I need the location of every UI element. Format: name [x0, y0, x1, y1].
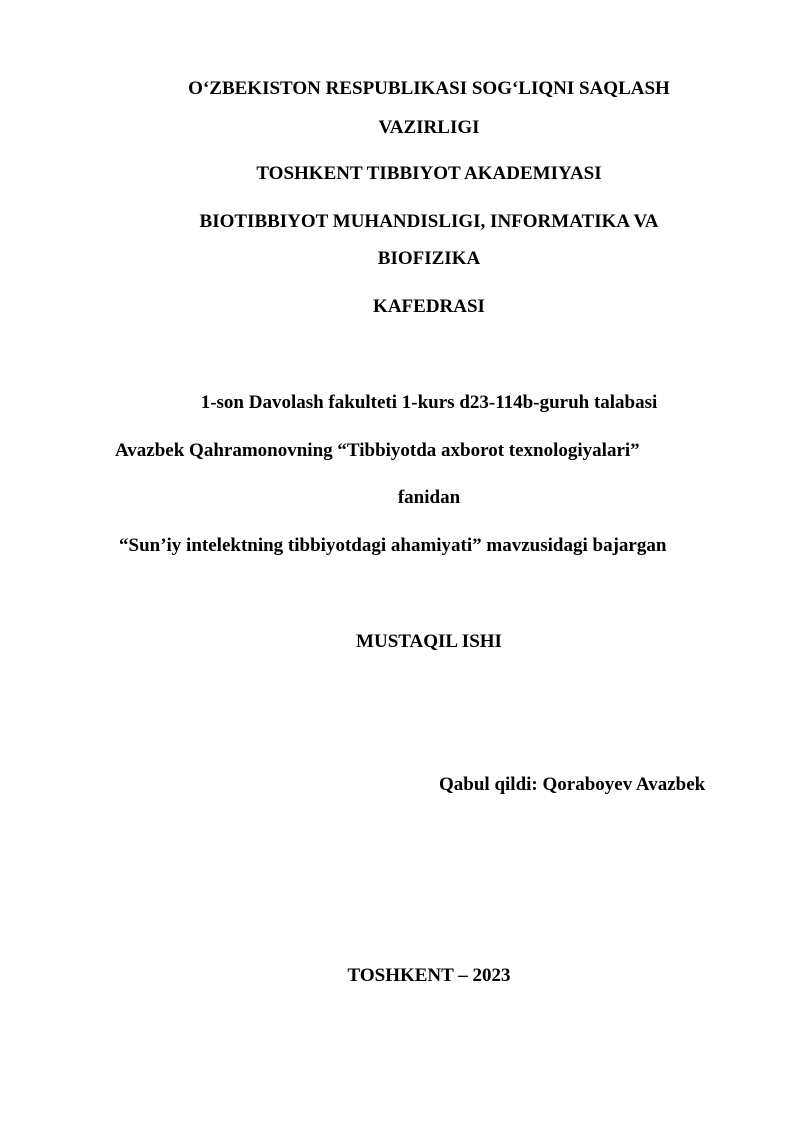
- ministry-title-line1: O‘ZBEKISTON RESPUBLIKASI SOG‘LIQNI SAQLASH: [188, 78, 670, 99]
- city-year: TOSHKENT – 2023: [347, 965, 511, 986]
- student-description-line4: “Sun’iy intelektning tibbiyotdagi ahamiyati” mavzusidagi bajargan: [119, 535, 667, 556]
- department-title-line3: KAFEDRASI: [373, 296, 485, 317]
- academy-title: TOSHKENT TIBBIYOT AKADEMIYASI: [256, 163, 602, 184]
- work-title: MUSTAQIL ISHI: [356, 631, 502, 652]
- student-description-line2: Avazbek Qahramonovning “Tibbiyotda axborot texnologiyalari”: [115, 440, 640, 461]
- ministry-title-line2: VAZIRLIGI: [378, 117, 480, 138]
- department-title-line2: BIOFIZIKA: [377, 248, 481, 269]
- department-title-line1: BIOTIBBIYOT MUHANDISLIGI, INFORMATIKA VA: [199, 211, 659, 232]
- student-description-line1: 1-son Davolash fakulteti 1-kurs d23-114b-guruh talabasi: [200, 392, 658, 413]
- student-description-line3: fanidan: [397, 487, 461, 508]
- accepted-by: Qabul qildi: Qoraboyev Avazbek: [439, 774, 706, 795]
